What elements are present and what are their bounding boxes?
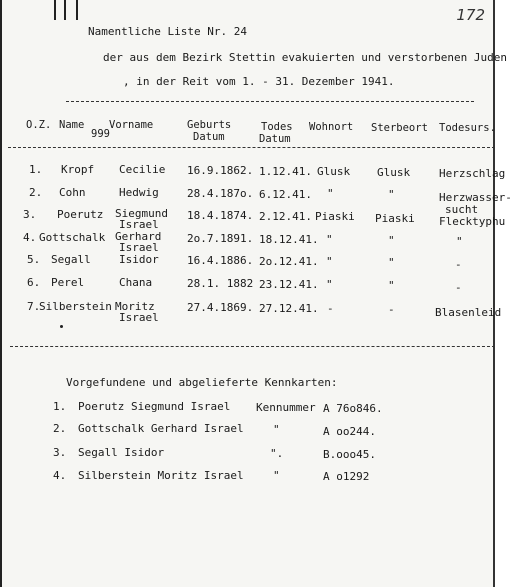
col-todes: Todes	[261, 121, 293, 133]
table-end-rule	[10, 346, 495, 347]
ink-dot	[60, 325, 63, 328]
row-5-ursache: -	[455, 258, 462, 271]
col-vorname: Vorname	[109, 119, 154, 131]
row-4-oz: 4.	[23, 231, 37, 244]
kennkarte-3-nr: 3.	[53, 446, 67, 459]
row-1-ursache: Herzschlag	[439, 167, 506, 180]
row-6-vorname: Chana	[119, 276, 153, 289]
kennkarte-3-label: ".	[270, 447, 284, 460]
row-2-geburt: 28.4.187o.	[187, 187, 254, 200]
row-3-tod: 2.12.41.	[259, 210, 312, 223]
row-2-wohnort: "	[327, 187, 334, 200]
row-7-geburt: 27.4.1869.	[187, 301, 254, 314]
row-3-vorname2: Israel	[119, 218, 159, 231]
row-5-oz: 5.	[27, 253, 41, 266]
row-4-vorname2: Israel	[119, 241, 159, 254]
row-1-oz: 1.	[29, 163, 43, 176]
list-title: Namentliche Liste Nr. 24	[88, 25, 247, 38]
row-2-ursache: Herzwasser-	[439, 191, 512, 204]
row-7-name: Silberstein	[39, 300, 112, 313]
row-7-oz: 7.	[27, 300, 41, 313]
row-7-sterbeort: -	[388, 303, 395, 316]
row-2-ursache-cont: sucht	[445, 203, 479, 216]
row-1-geburt: 16.9.1862.	[187, 164, 254, 177]
row-5-tod: 2o.12.41.	[259, 255, 319, 268]
col-oz: O.Z.	[26, 119, 52, 131]
kennkarte-2-name: Gottschalk Gerhard Israel	[78, 422, 244, 435]
row-5-wohnort: "	[326, 255, 333, 268]
row-6-wohnort: "	[326, 278, 333, 291]
row-1-name: Kropf	[61, 163, 95, 176]
row-3-geburt: 18.4.1874.	[187, 209, 254, 222]
kennkarte-4-nr: 4.	[53, 469, 67, 482]
row-4-vorname: Gerhard	[115, 230, 162, 243]
row-3-oz: 3.	[23, 208, 37, 221]
column-rule	[8, 147, 495, 148]
row-6-name: Perel	[51, 276, 85, 289]
page-number: 172	[456, 6, 485, 24]
kennkarte-4-name: Silberstein Moritz Israel	[78, 469, 244, 482]
row-7-vorname: Moritz	[115, 300, 155, 313]
row-5-sterbeort: "	[388, 256, 395, 269]
row-2-sterbeort: "	[388, 188, 395, 201]
col-geburts-sub: Datum	[193, 131, 225, 143]
kennkarte-2-value: A oo244.	[323, 425, 376, 438]
kennkarte-4-value: A o1292	[323, 470, 370, 483]
row-5-name: Segall	[51, 253, 91, 266]
row-5-vorname: Isidor	[119, 253, 159, 266]
kennkarten-heading: Vorgefundene und abgelieferte Kennkarten:	[66, 376, 338, 389]
row-7-vorname2: Israel	[119, 311, 159, 324]
row-6-sterbeort: "	[388, 279, 395, 292]
row-1-sterbeort: Glusk	[377, 166, 411, 179]
col-name: Name	[59, 119, 85, 131]
row-6-ursache: -	[455, 281, 462, 294]
col-geburts: Geburts	[187, 119, 232, 131]
row-3-name: Poerutz	[57, 208, 104, 221]
row-4-tod: 18.12.41.	[259, 233, 319, 246]
kennkarte-1-name: Poerutz Siegmund Israel	[78, 400, 231, 413]
kennkarte-4-label: "	[273, 469, 280, 482]
header-rule	[66, 101, 474, 102]
row-4-wohnort: "	[326, 233, 333, 246]
punch-marks	[54, 0, 84, 22]
row-6-tod: 23.12.41.	[259, 278, 319, 291]
col-sterbeort: Sterbeort	[371, 122, 428, 134]
row-5-geburt: 16.4.1886.	[187, 254, 254, 267]
row-3-sterbeort: Piaski	[375, 212, 415, 225]
row-1-tod: 1.12.41.	[259, 165, 312, 178]
kennkarte-2-label: "	[273, 423, 280, 436]
list-period: , in der Reit vom 1. - 31. Dezember 1941.	[123, 75, 395, 88]
kennkarte-1-value: A 76o846.	[323, 402, 383, 415]
kennkarte-1-label: Kennummer	[256, 401, 316, 414]
col-todesursache: Todesurs.	[439, 122, 496, 134]
row-1-wohnort: Glusk	[317, 165, 351, 178]
row-6-oz: 6.	[27, 276, 41, 289]
row-2-vorname: Hedwig	[119, 186, 159, 199]
list-subtitle: der aus dem Bezirk Stettin evakuierten und verstorbenen Juden	[103, 51, 507, 64]
row-2-name: Cohn	[59, 186, 86, 199]
row-7-tod: 27.12.41.	[259, 302, 319, 315]
kennkarte-1-nr: 1.	[53, 400, 67, 413]
row-7-ursache: Blasenleid	[435, 306, 502, 319]
col-wohnort: Wohnort	[309, 121, 354, 133]
row-4-geburt: 2o.7.1891.	[187, 232, 254, 245]
col-name-sub: 999	[91, 128, 110, 140]
row-3-wohnort: Piaski	[315, 210, 355, 223]
kennkarte-2-nr: 2.	[53, 422, 67, 435]
row-4-sterbeort: "	[388, 234, 395, 247]
row-7-wohnort: -	[327, 302, 334, 315]
row-3-ursache: Flecktyphu	[439, 215, 506, 228]
kennkarte-3-name: Segall Isidor	[78, 446, 165, 459]
row-2-oz: 2.	[29, 186, 43, 199]
row-6-geburt: 28.1. 1882	[187, 277, 254, 290]
row-2-tod: 6.12.41.	[259, 188, 312, 201]
row-4-ursache: "	[456, 235, 463, 248]
col-todes-sub: Datum	[259, 133, 291, 145]
row-1-vorname: Cecilie	[119, 163, 166, 176]
row-3-vorname: Siegmund	[115, 207, 168, 220]
kennkarte-3-value: B.ooo45.	[323, 448, 376, 461]
row-4-name: Gottschalk	[39, 231, 106, 244]
